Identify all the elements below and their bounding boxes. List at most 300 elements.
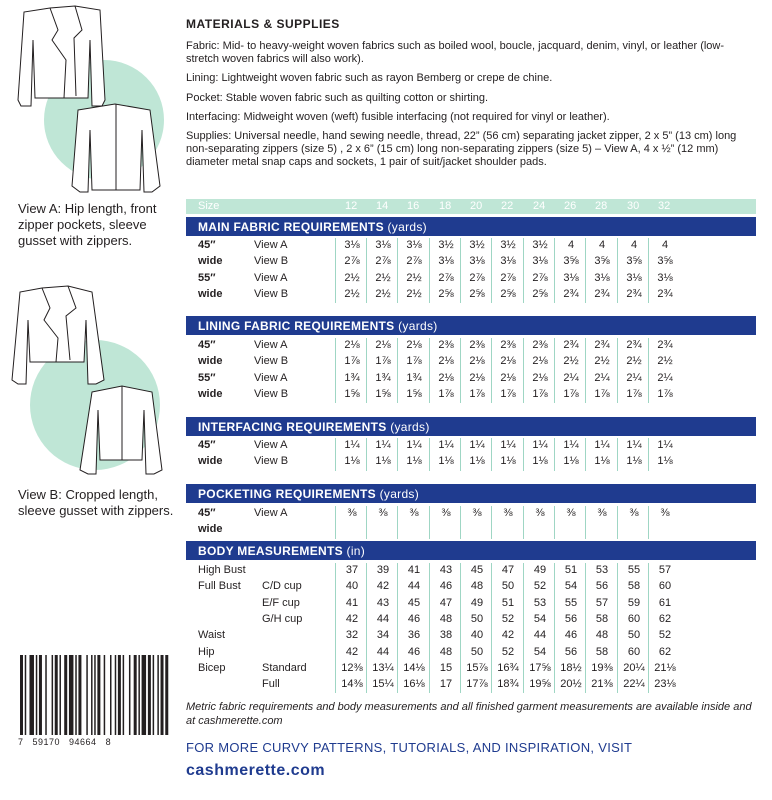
table-cell: 48 (439, 612, 453, 625)
barcode-bar (110, 655, 112, 735)
table-cell: 46 (564, 629, 578, 642)
table-cell: 2¾ (626, 339, 642, 351)
table-cell: 1⅞ (500, 387, 516, 400)
size-cell: 28 (595, 200, 608, 212)
table-cell: 2¾ (563, 287, 579, 300)
column-divider (617, 238, 618, 303)
barcode-bar (161, 655, 164, 735)
size-cell: 26 (564, 200, 577, 212)
column-divider (397, 238, 398, 303)
metric-note: Metric fabric requirements and body measurements and all finished garment measurements are available inside and at cashmerette.com (186, 701, 752, 727)
table-cell: 4 (630, 239, 638, 251)
table-cell: 1⅛ (657, 455, 673, 468)
table-cell: 1⅞ (563, 387, 579, 400)
table-row (186, 579, 756, 595)
section-title-text: INTERFACING REQUIREMENTS (198, 420, 387, 434)
barcode-bar (91, 655, 93, 735)
table-cell: 60 (658, 580, 672, 593)
table-cell: 44 (376, 612, 390, 625)
table-cell: 20¼ (623, 661, 645, 674)
table-cell: 3½ (469, 239, 485, 251)
body-header (186, 541, 756, 560)
table-cell: 1⅝ (375, 387, 391, 400)
barcode-bar (39, 655, 42, 735)
table-cell: ⅜ (597, 507, 607, 519)
table-cell: 46 (407, 645, 421, 658)
lining-text: Lining: Lightweight woven fabric such as rayon Bemberg or crepe de chine. (186, 72, 553, 84)
table-cell: ⅜ (409, 507, 419, 519)
column-divider (335, 506, 336, 539)
table-cell: 57 (658, 564, 672, 576)
barcode-bar (25, 655, 27, 735)
column-divider (554, 563, 555, 693)
table-cell: 2⅛ (406, 339, 422, 351)
column-divider (429, 506, 430, 539)
table-cell: 12⅜ (341, 661, 363, 674)
column-divider (648, 338, 649, 403)
barcode-bar (104, 655, 106, 735)
column-divider (617, 438, 618, 471)
column-divider (460, 438, 461, 471)
row-sublabel: View A (254, 507, 288, 519)
table-cell: 2¾ (563, 339, 579, 351)
table-row (186, 287, 756, 303)
barcode-bar (45, 655, 47, 735)
table-cell: 56 (564, 612, 578, 625)
table-cell: 2⅞ (406, 255, 422, 268)
table-row (186, 387, 756, 403)
table-cell: 14⅜ (341, 678, 363, 691)
table-cell: 1¼ (469, 439, 485, 451)
table-cell: 59 (627, 596, 641, 609)
table-cell: 57 (595, 596, 609, 609)
table-cell: 1⅝ (406, 387, 422, 400)
section-title-text: LINING FABRIC REQUIREMENTS (198, 319, 395, 333)
table-cell: 37 (345, 564, 359, 576)
table-cell: 1⅛ (563, 455, 579, 468)
table-cell: 21⅜ (591, 678, 613, 691)
table-cell: 2⅞ (438, 271, 454, 284)
table-cell: ⅜ (566, 507, 576, 519)
barcode-bar (55, 655, 58, 735)
table-cell: 62 (658, 645, 672, 658)
section-unit: (yards) (398, 319, 438, 333)
table-cell: 3⅛ (594, 271, 610, 284)
table-cell: 34 (376, 629, 390, 642)
table-cell: 58 (627, 580, 641, 593)
pocket-text: Pocket: Stable woven fabric such as quilting cotton or shirting. (186, 92, 489, 104)
table-cell: 3⅛ (344, 239, 360, 251)
barcode-bar (69, 655, 73, 735)
table-cell: 36 (407, 629, 421, 642)
section-unit: (yards) (379, 487, 420, 501)
table-cell: 1⅛ (626, 455, 642, 468)
table-cell: 3½ (532, 239, 548, 251)
table-cell: 2⅞ (532, 271, 548, 284)
table-row (186, 661, 756, 677)
view-b-jacket-illustration (0, 280, 185, 500)
table-cell: 53 (533, 596, 547, 609)
table-cell: 1⅞ (469, 387, 485, 400)
row-sublabel: View A (254, 271, 288, 284)
size-cell: 32 (658, 200, 671, 212)
table-cell: 23⅛ (654, 678, 676, 691)
size-cell: 22 (501, 200, 514, 212)
table-cell: 21⅛ (654, 661, 676, 674)
section-title (198, 220, 427, 234)
table-cell: 2½ (626, 355, 642, 368)
column-divider (585, 506, 586, 539)
column-divider (460, 238, 461, 303)
section-unit: (in) (346, 544, 366, 558)
table-cell: 2⅛ (532, 371, 548, 384)
barcode-bar (20, 655, 23, 735)
table-cell: 1⅞ (406, 355, 422, 368)
table-cell: 2½ (657, 355, 673, 368)
column-divider (429, 563, 430, 693)
table-cell: 54 (533, 612, 547, 625)
table-cell: 52 (501, 612, 515, 625)
table-cell: ⅜ (629, 507, 639, 519)
footer-url[interactable]: cashmerette.com (186, 762, 326, 779)
barcode-digits: 7 59170 94664 8 (18, 737, 112, 747)
table-cell: 53 (595, 564, 609, 576)
row-label: wide (198, 355, 223, 368)
table-cell: 19⅜ (591, 661, 613, 674)
table-cell: 2⅝ (469, 287, 485, 300)
table-cell: 42 (345, 612, 359, 625)
table-cell: 2¼ (594, 371, 610, 384)
table-row (186, 371, 756, 387)
table-row (186, 438, 756, 454)
table-cell: 1¼ (563, 439, 579, 451)
row-sublabel: View A (254, 339, 288, 351)
table-cell: 18½ (560, 661, 582, 674)
table-cell: 47 (439, 596, 453, 609)
barcode-bar (75, 655, 77, 735)
table-cell: 56 (595, 580, 609, 593)
column-divider (460, 563, 461, 693)
column-divider (335, 238, 336, 303)
section-title (198, 544, 365, 558)
fabric-text: Fabric: Mid- to heavy-weight woven fabrics such as boiled wool, boucle, jacquard, denim, vinyl, or leather (low-stretch woven fabrics will also work). (186, 40, 725, 66)
table-cell: 40 (470, 629, 484, 642)
table-cell: 1¼ (406, 439, 422, 451)
table-cell: 2⅛ (469, 371, 485, 384)
table-cell: 2⅛ (469, 355, 485, 368)
table-row (186, 628, 756, 644)
row-label: Hip (198, 645, 215, 658)
table-cell: 47 (501, 564, 515, 576)
size-cell: 24 (533, 200, 546, 212)
column-divider (397, 338, 398, 403)
table-cell: 2½ (406, 287, 422, 300)
table-cell: 2⅝ (500, 287, 516, 300)
column-divider (335, 338, 336, 403)
table-cell: 3⅝ (626, 255, 642, 268)
table-cell: 3⅛ (532, 255, 548, 268)
table-cell: 2⅞ (469, 271, 485, 284)
table-cell: 1⅞ (438, 387, 454, 400)
column-divider (460, 338, 461, 403)
section-title (198, 487, 419, 501)
footer-cta: FOR MORE CURVY PATTERNS, TUTORIALS, AND INSPIRATION, VISIT (186, 740, 633, 755)
table-cell: 50 (470, 612, 484, 625)
table-cell: 1⅛ (500, 455, 516, 468)
table-cell: ⅜ (441, 507, 451, 519)
column-divider (523, 238, 524, 303)
table-cell: 2⅞ (500, 271, 516, 284)
table-cell: 1¼ (375, 439, 391, 451)
table-cell: 40 (345, 580, 359, 593)
table-cell: 55 (564, 596, 578, 609)
table-cell: 41 (345, 596, 359, 609)
table-row (186, 645, 756, 661)
table-cell: 1⅛ (469, 455, 485, 468)
column-divider (585, 338, 586, 403)
table-cell: 2⅛ (375, 339, 391, 351)
column-divider (491, 563, 492, 693)
table-cell: 2½ (375, 271, 391, 284)
row-sublabel: View A (254, 371, 288, 384)
column-divider (429, 238, 430, 303)
table-cell: 42 (376, 580, 390, 593)
row-label: 55″ (198, 371, 216, 384)
table-cell: 1⅞ (532, 387, 548, 400)
table-cell: 2⅝ (532, 287, 548, 300)
column-divider (523, 338, 524, 403)
table-cell: 2⅛ (532, 355, 548, 368)
table-cell: 15¼ (372, 678, 394, 691)
column-divider (523, 506, 524, 539)
column-divider (366, 438, 367, 471)
row-label: Bicep (198, 661, 226, 674)
view-a-caption: View A: Hip length, front zipper pockets, sleeve gusset with zippers. (18, 201, 157, 248)
table-cell: 2½ (344, 271, 360, 284)
row-label: wide (198, 455, 223, 468)
table-cell: 43 (439, 564, 453, 576)
table-row (186, 563, 756, 579)
row-label: High Bust (198, 564, 246, 576)
column-divider (397, 506, 398, 539)
table-cell: 46 (407, 612, 421, 625)
table-cell: 22¼ (623, 678, 645, 691)
table-cell: 2½ (563, 355, 579, 368)
column-divider (554, 506, 555, 539)
table-cell: 1⅞ (375, 355, 391, 368)
table-cell: 52 (501, 645, 515, 658)
row-sublabel: View B (254, 287, 289, 300)
section-title (198, 420, 430, 434)
lining-header (186, 316, 756, 335)
table-cell: ⅜ (503, 507, 513, 519)
table-cell: 3⅛ (563, 271, 579, 284)
table-cell: 1⅛ (344, 455, 360, 468)
table-row (186, 596, 756, 612)
table-cell: 15⅞ (466, 661, 488, 674)
column-divider (523, 438, 524, 471)
row-label: Full Bust (198, 580, 241, 593)
barcode-bar (94, 655, 96, 735)
column-divider (429, 438, 430, 471)
table-cell: 1⅞ (594, 387, 610, 400)
table-cell: 48 (470, 580, 484, 593)
table-cell: 1⅛ (406, 455, 422, 468)
table-cell: 2⅞ (344, 255, 360, 268)
barcode-bar (29, 655, 34, 735)
row-label: wide (198, 523, 223, 536)
table-cell: 1⅝ (344, 387, 360, 400)
table-cell: 2⅛ (438, 371, 454, 384)
section-title-text: POCKETING REQUIREMENTS (198, 487, 376, 501)
row-sublabel: C/D cup (262, 580, 302, 593)
table-cell: 3⅝ (594, 255, 610, 268)
table-cell: 4 (567, 239, 575, 251)
column-divider (429, 338, 430, 403)
barcode-bar (97, 655, 100, 735)
size-header-row (186, 199, 756, 214)
table-cell: 1¼ (438, 439, 454, 451)
barcode-bar (115, 655, 117, 735)
table-cell: ⅜ (378, 507, 388, 519)
barcode-bar (142, 655, 147, 735)
table-cell: 44 (533, 629, 547, 642)
table-cell: 56 (564, 645, 578, 658)
table-cell: 41 (407, 564, 421, 576)
column-divider (335, 438, 336, 471)
table-cell: 2⅝ (438, 287, 454, 300)
table-cell: ⅜ (535, 507, 545, 519)
row-sublabel: View B (254, 387, 289, 400)
column-divider (366, 506, 367, 539)
materials-title: MATERIALS & SUPPLIES (186, 17, 340, 31)
column-divider (397, 563, 398, 693)
table-cell: 58 (595, 645, 609, 658)
table-cell: 50 (501, 580, 515, 593)
column-divider (554, 338, 555, 403)
table-cell: 17⅝ (529, 661, 551, 674)
table-cell: 17⅞ (466, 678, 488, 691)
column-divider (491, 338, 492, 403)
table-cell: 14⅛ (403, 661, 425, 674)
table-cell: 2⅜ (438, 339, 454, 351)
barcode-bar (78, 655, 81, 735)
table-cell: 1⅛ (594, 455, 610, 468)
table-cell: 3⅛ (626, 271, 642, 284)
row-sublabel: View B (254, 455, 289, 468)
table-cell: 2⅛ (438, 355, 454, 368)
table-cell: 54 (533, 645, 547, 658)
row-label: Waist (198, 629, 226, 642)
table-cell: 2¾ (657, 339, 673, 351)
row-label: 45″ (198, 239, 216, 251)
size-cell: 18 (439, 200, 452, 212)
table-cell: 46 (439, 580, 453, 593)
table-cell: 3½ (438, 239, 454, 251)
section-unit: (yards) (387, 220, 427, 234)
table-cell: 3⅛ (375, 239, 391, 251)
row-sublabel: View A (254, 239, 288, 251)
barcode-bar (148, 655, 151, 735)
view-a-jacket-illustration (0, 0, 185, 200)
table-cell: ⅜ (472, 507, 482, 519)
table-row (186, 271, 756, 287)
table-cell: 2½ (594, 355, 610, 368)
barcode-bar (153, 655, 155, 735)
pocketing-header (186, 484, 756, 503)
left-column (0, 0, 185, 800)
table-cell: 3⅛ (469, 255, 485, 268)
column-divider (335, 563, 336, 693)
column-divider (585, 238, 586, 303)
barcode-bar (118, 655, 121, 735)
interfacing-text: Interfacing: Midweight woven (weft) fusible interfacing (not required for vinyl or leather). (186, 111, 610, 123)
barcode-bar (86, 655, 88, 735)
row-sublabel: E/F cup (262, 596, 300, 609)
main-fabric-header (186, 217, 756, 236)
table-cell: 3⅛ (438, 255, 454, 268)
table-cell: 55 (627, 564, 641, 576)
table-cell: 60 (627, 645, 641, 658)
table-cell: 2¾ (626, 287, 642, 300)
table-row (186, 254, 756, 270)
column-divider (648, 438, 649, 471)
table-cell: 60 (627, 612, 641, 625)
column-divider (397, 438, 398, 471)
table-cell: 1¼ (500, 439, 516, 451)
table-cell: 1¼ (657, 439, 673, 451)
barcode-bar (138, 655, 140, 735)
column-divider (366, 238, 367, 303)
table-row (186, 454, 756, 470)
table-cell: 52 (533, 580, 547, 593)
table-cell: 1¼ (626, 439, 642, 451)
table-cell: 1⅞ (626, 387, 642, 400)
table-cell: 3⅝ (657, 255, 673, 268)
column-divider (523, 563, 524, 693)
column-divider (554, 238, 555, 303)
table-cell: ⅜ (347, 507, 357, 519)
table-cell: 2⅜ (469, 339, 485, 351)
section-title-text: BODY MEASUREMENTS (198, 544, 343, 558)
table-row (186, 522, 756, 538)
barcode-bar (157, 655, 159, 735)
table-cell: 2⅛ (500, 355, 516, 368)
table-cell: 2¼ (626, 371, 642, 384)
row-label: wide (198, 287, 223, 300)
table-cell: 54 (564, 580, 578, 593)
row-sublabel: G/H cup (262, 612, 303, 625)
section-title (198, 319, 438, 333)
table-cell: 48 (439, 645, 453, 658)
table-cell: 42 (345, 645, 359, 658)
table-cell: 2⅜ (532, 339, 548, 351)
table-cell: 16⅛ (403, 678, 425, 691)
table-cell: 2½ (406, 271, 422, 284)
table-cell: 52 (658, 629, 672, 642)
barcode-bar (52, 655, 54, 735)
table-cell: 2⅛ (500, 371, 516, 384)
column-divider (366, 338, 367, 403)
table-cell: 18¾ (497, 678, 519, 691)
row-label: wide (198, 255, 223, 268)
column-divider (491, 238, 492, 303)
table-cell: 15 (439, 661, 453, 674)
table-cell: 50 (627, 629, 641, 642)
table-cell: 2⅜ (500, 339, 516, 351)
table-cell: 2¼ (563, 371, 579, 384)
table-cell: 1⅛ (532, 455, 548, 468)
